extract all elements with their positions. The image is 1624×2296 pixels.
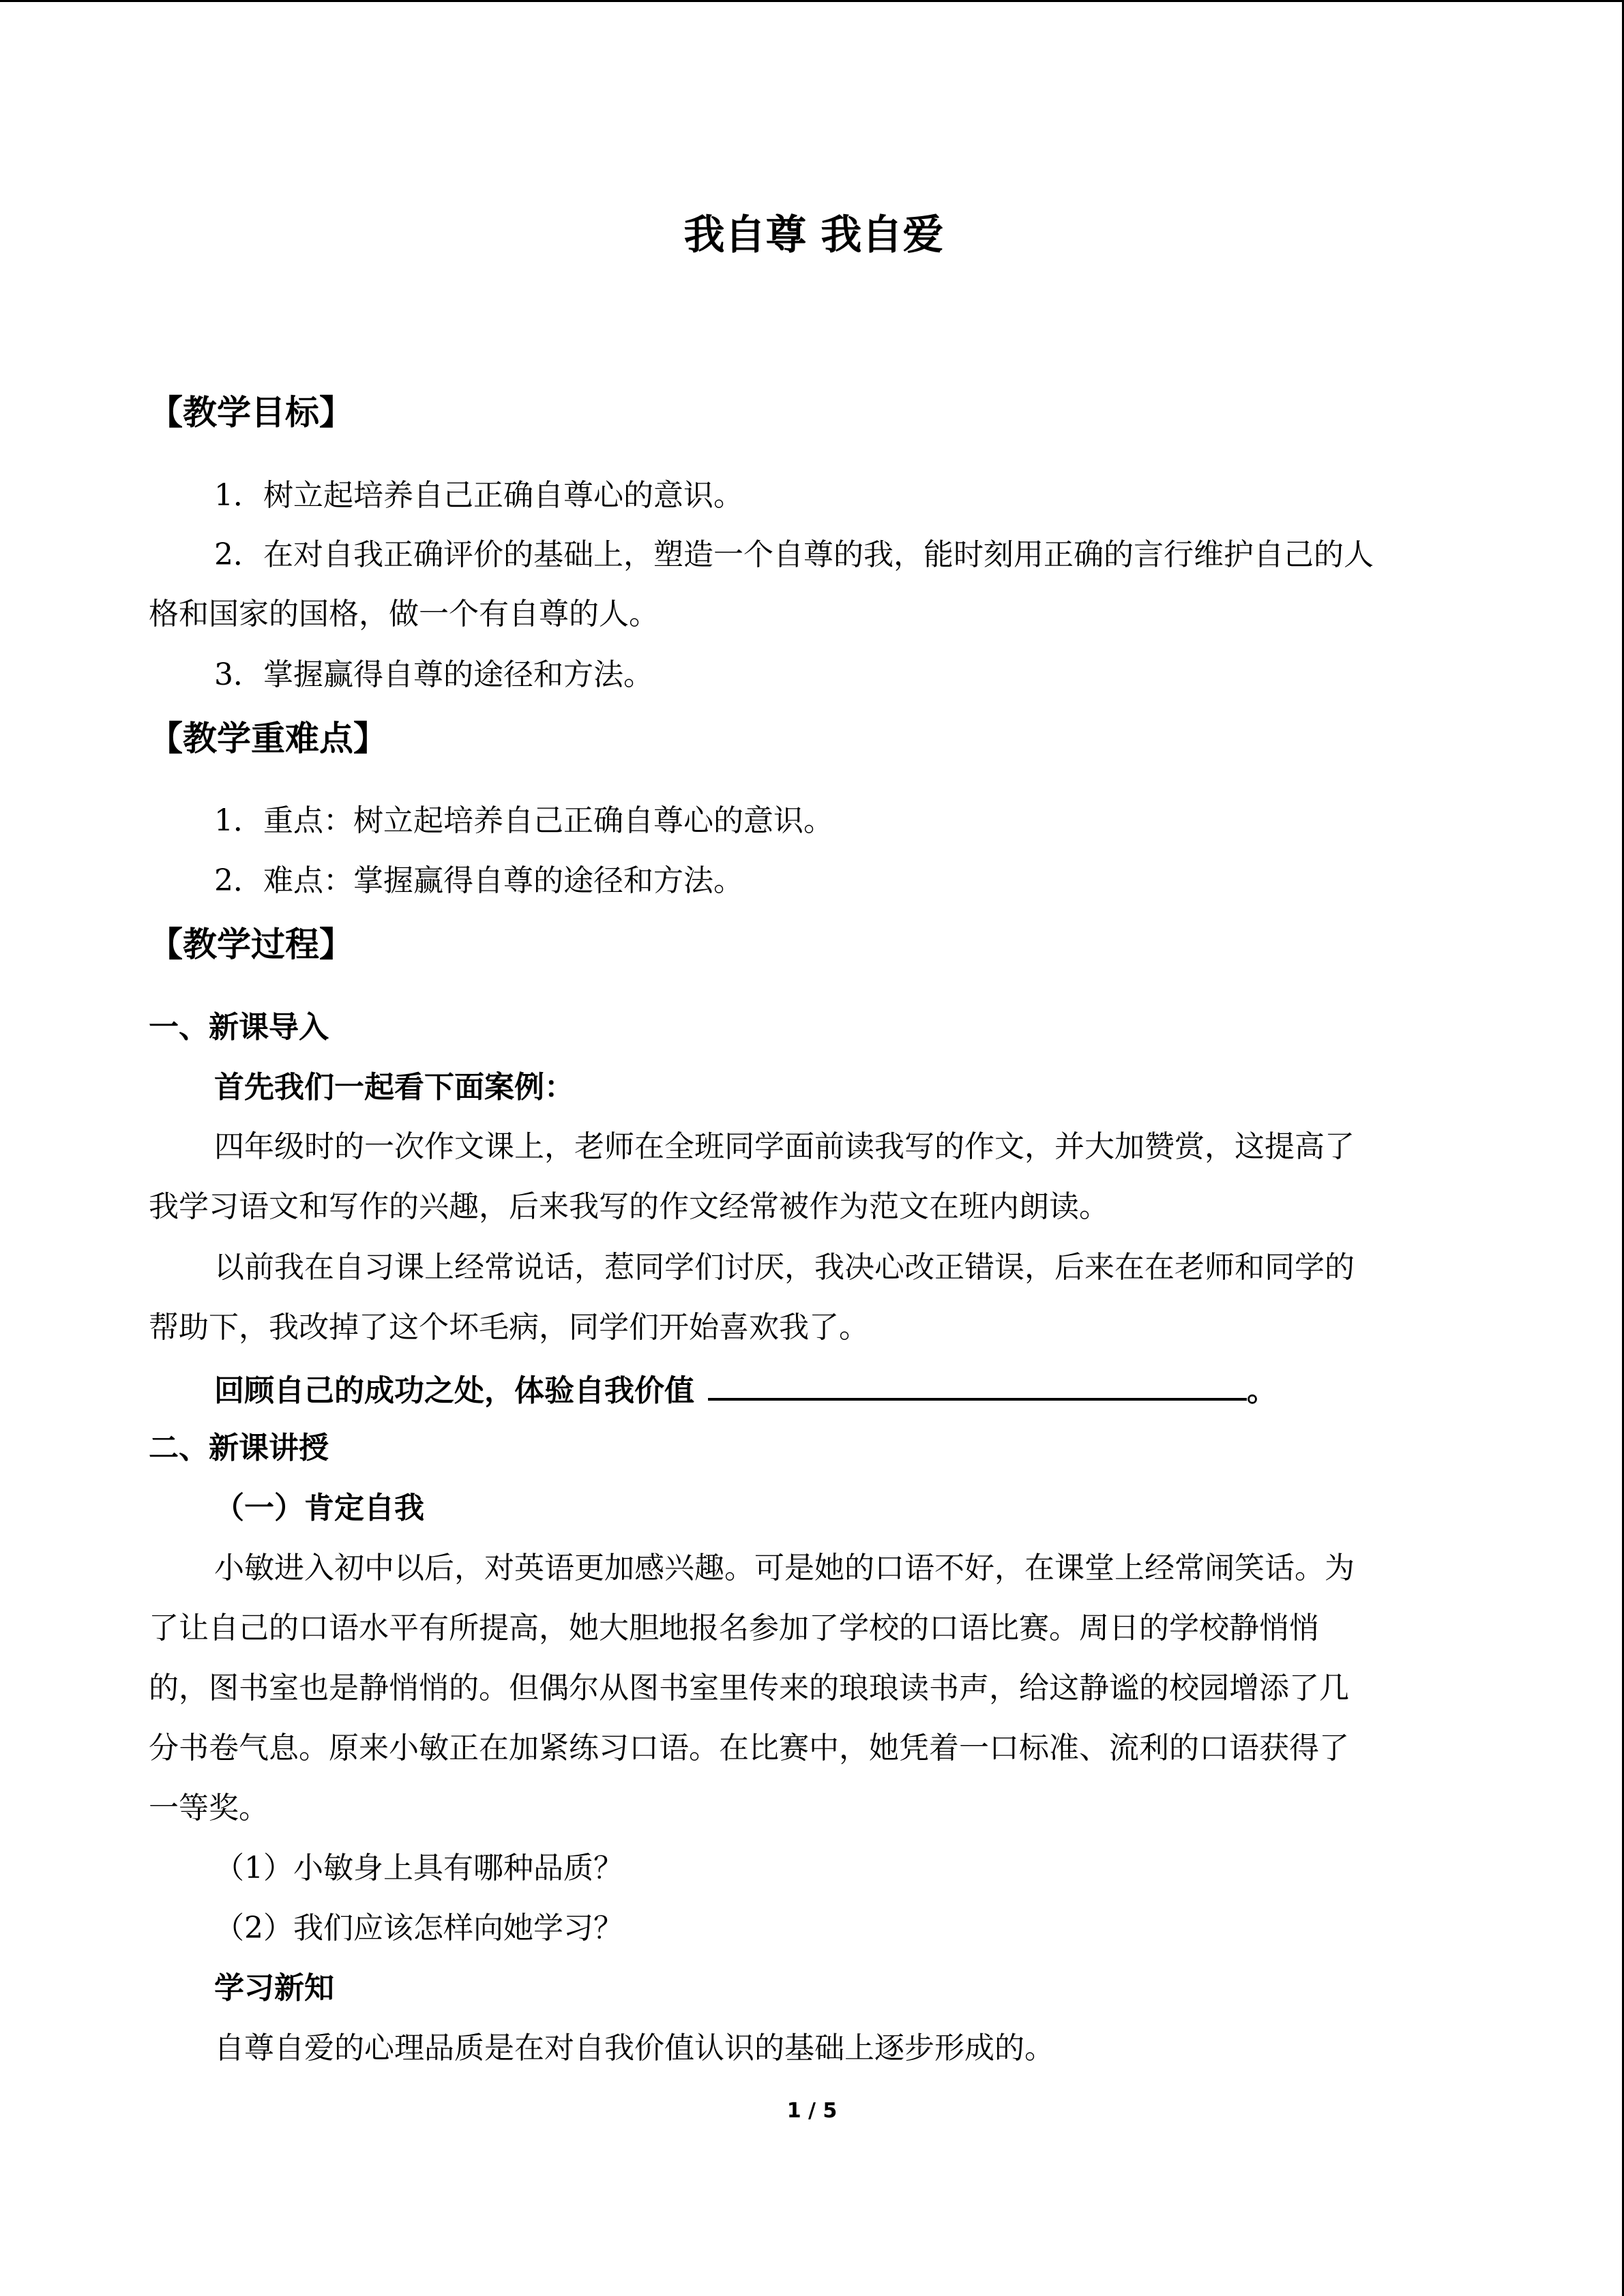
story-line-3: 的，图书室也是静悄悄的。但偶尔从图书室里传来的琅琅读书声，给这静谧的校园增添了几 <box>149 1671 1349 1705</box>
goal-item-2: 2．在对自我正确评价的基础上，塑造一个自尊的我，能时刻用正确的言行维护自己的人 <box>214 537 1374 572</box>
question-2: （2）我们应该怎样向她学习？ <box>214 1911 623 1945</box>
reflection-prompt-end: 。 <box>1247 1373 1277 1408</box>
reflection-prompt-text: 回顾自己的成功之处，体验自我价值 <box>214 1373 694 1408</box>
new-knowledge-heading: 学习新知 <box>214 1971 334 2006</box>
reflection-prompt <box>149 1368 1277 1412</box>
page-number: 1 / 5 <box>786 2099 838 2123</box>
case2-line-1: 以前我在自习课上经常说话，惹同学们讨厌，我决心改正错误，后来在在老师和同学的 <box>214 1250 1355 1285</box>
question-1: （1）小敏身上具有哪种品质？ <box>214 1851 623 1885</box>
story-line-4: 分书卷气息。原来小敏正在加紧练习口语。在比赛中，她凭着一口标准、流利的口语获得了 <box>149 1731 1349 1765</box>
case1-line-2: 我学习语文和写作的兴趣，后来我写的作文经常被作为范文在班内朗读。 <box>149 1189 1109 1224</box>
goal-item-1: 1．树立起培养自己正确自尊心的意识。 <box>214 478 743 513</box>
story-line-2: 了让自己的口语水平有所提高，她大胆地报名参加了学校的口语比赛。周日的学校静悄悄 <box>149 1611 1319 1645</box>
new-knowledge-line: 自尊自爱的心理品质是在对自我价值认识的基础上逐步形成的。 <box>214 2031 1054 2066</box>
goal-item-3: 3．掌握赢得自尊的途径和方法。 <box>214 657 653 692</box>
part1-heading: 一、新课导入 <box>149 1010 329 1045</box>
answer-blank[interactable] <box>708 1368 1247 1401</box>
keypoint-item-1: 1．重点：树立起培养自己正确自尊心的意识。 <box>214 803 833 838</box>
goals-heading: 【教学目标】 <box>149 393 353 432</box>
part2-heading: 二、新课讲授 <box>149 1431 329 1465</box>
part1-lead: 首先我们一起看下面案例： <box>214 1070 574 1105</box>
keypoint-item-2: 2．难点：掌握赢得自尊的途径和方法。 <box>214 863 743 898</box>
case1-line-1: 四年级时的一次作文课上，老师在全班同学面前读我写的作文，并大加赞赏，这提高了 <box>214 1129 1355 1164</box>
goal-item-2-cont: 格和国家的国格，做一个有自尊的人。 <box>149 597 659 631</box>
keypoints-heading: 【教学重难点】 <box>149 719 387 758</box>
case2-line-2: 帮助下，我改掉了这个坏毛病，同学们开始喜欢我了。 <box>149 1310 869 1345</box>
story-line-5: 一等奖。 <box>149 1791 269 1825</box>
document-title: 我自尊 我自爱 <box>683 211 944 259</box>
process-heading: 【教学过程】 <box>149 925 353 964</box>
story-line-1: 小敏进入初中以后，对英语更加感兴趣。可是她的口语不好，在课堂上经常闹笑话。为 <box>214 1551 1355 1585</box>
part2-subheading: （一）肯定自我 <box>214 1491 424 1525</box>
page-border-top <box>0 0 1624 2</box>
